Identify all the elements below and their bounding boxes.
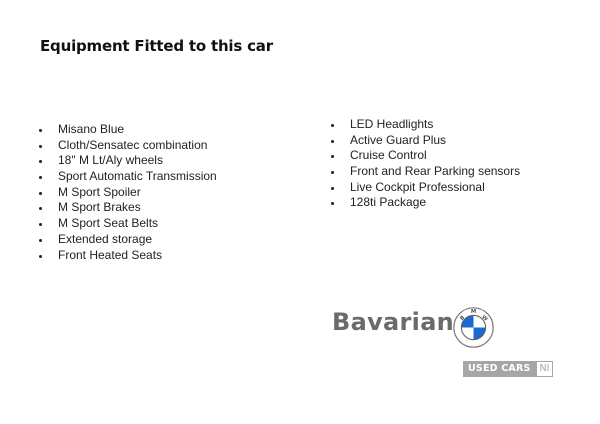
equipment-item: LED Headlights (330, 117, 520, 133)
equipment-item: Front Heated Seats (38, 248, 217, 264)
dealer-logo-text: Bavarian (332, 308, 455, 336)
equipment-item: M Sport Brakes (38, 200, 217, 216)
equipment-item: Extended storage (38, 232, 217, 248)
equipment-item: Cruise Control (330, 148, 520, 164)
used-cars-label: USED CARS (463, 361, 536, 377)
equipment-item: Live Cockpit Professional (330, 180, 520, 196)
equipment-item: Cloth/Sensatec combination (38, 138, 217, 154)
equipment-item: 128ti Package (330, 195, 520, 211)
bmw-logo-icon (453, 307, 494, 348)
roundel-letter: M (470, 309, 477, 316)
page-title: Equipment Fitted to this car (40, 37, 273, 55)
roundel-letter: W (480, 314, 489, 323)
equipment-item: M Sport Seat Belts (38, 216, 217, 232)
equipment-item: Front and Rear Parking sensors (330, 164, 520, 180)
equipment-item: Active Guard Plus (330, 133, 520, 149)
equipment-list-right (330, 117, 520, 211)
equipment-item: Misano Blue (38, 122, 217, 138)
equipment-item: Sport Automatic Transmission (38, 169, 217, 185)
equipment-list-left (38, 122, 217, 263)
equipment-item: M Sport Spoiler (38, 185, 217, 201)
equipment-item: 18" M Lt/Aly wheels (38, 153, 217, 169)
roundel-letter: B (459, 314, 467, 323)
region-label: NI (536, 361, 554, 377)
used-cars-badge (463, 361, 553, 377)
